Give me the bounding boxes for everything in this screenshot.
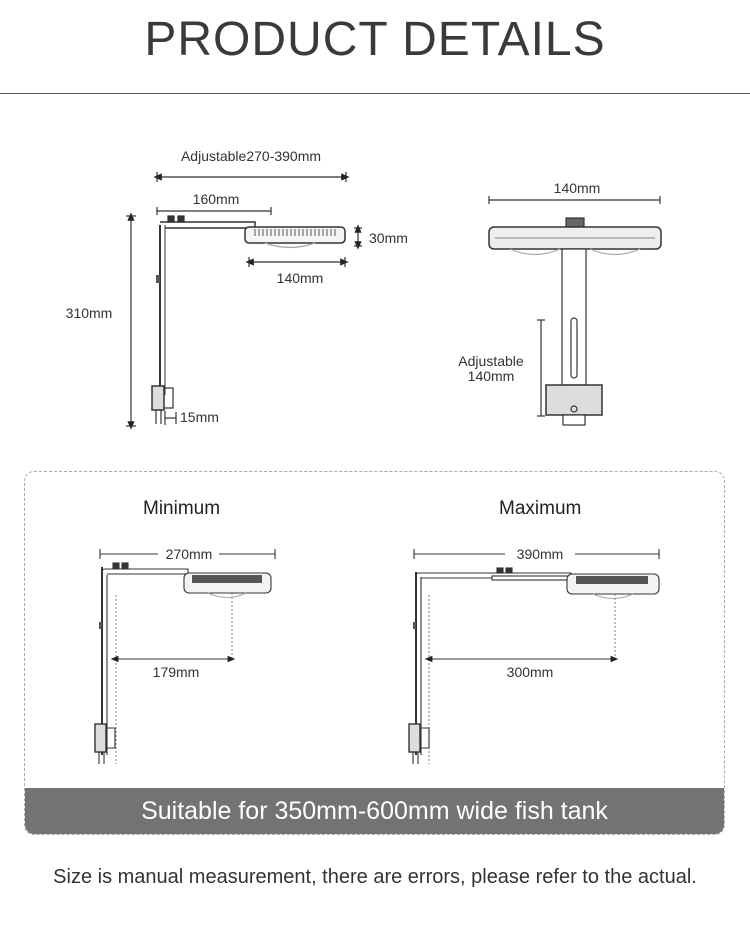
range-comparison-panel [24, 471, 725, 835]
light-width-label: 140mm [276, 270, 324, 286]
minimum-title: Minimum [143, 498, 221, 519]
minimum-drawing [95, 549, 275, 764]
adjustable-text-line2: 140mm [467, 368, 515, 384]
maximum-title: Maximum [499, 498, 582, 519]
minimum-reach-label: 179mm [152, 664, 200, 680]
front-width-label: 140mm [553, 180, 601, 196]
light-height-label: 30mm [369, 230, 408, 246]
adjustable-range-label: Adjustable270-390mm [180, 148, 322, 164]
maximum-drawing [409, 549, 659, 764]
measurement-note: Size is manual measurement, there are errors, please refer to the actual. [53, 866, 697, 888]
clamp-width-label: 15mm [180, 409, 219, 425]
maximum-total-label: 390mm [516, 546, 564, 562]
minimum-total-label: 270mm [165, 546, 213, 562]
front-view-drawing [489, 196, 661, 425]
tank-width-banner: Suitable for 350mm-600mm wide fish tank [25, 788, 724, 834]
arm-length-label: 160mm [192, 191, 240, 207]
maximum-reach-label: 300mm [506, 664, 554, 680]
adjustable-text-line1: Adjustable [458, 353, 524, 369]
range-diagrams [25, 472, 725, 792]
total-height-label: 310mm [65, 305, 113, 321]
side-view-drawing [126, 172, 362, 426]
page-title: PRODUCT DETAILS [144, 13, 606, 66]
